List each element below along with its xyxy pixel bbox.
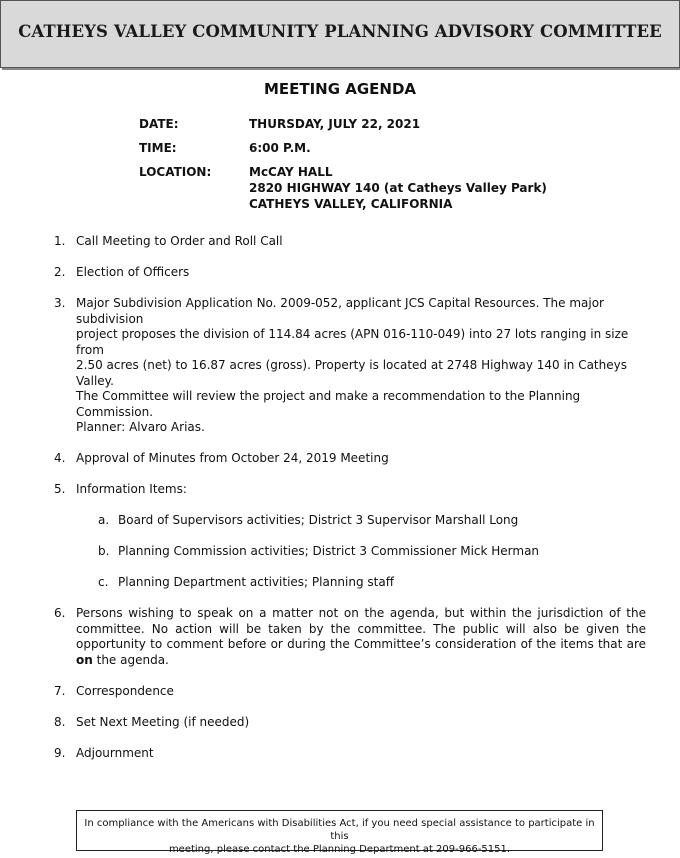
agenda-item	[54, 715, 646, 731]
time-value: 6:00 P.M.	[249, 141, 311, 155]
sub-item-text: Board of Supervisors activities; District 3 Supervisor Marshall Long	[118, 513, 519, 527]
agenda-item	[54, 684, 646, 700]
item-line: The Committee will review the project and make a recommendation to the Planning Commission.	[76, 389, 581, 419]
agenda-item	[54, 265, 646, 281]
item-emphasis: on	[76, 652, 93, 667]
item-text	[76, 296, 646, 436]
location-line: McCAY HALL	[249, 165, 333, 179]
sub-item-letter: a.	[98, 513, 110, 527]
agenda-item	[54, 296, 646, 436]
date-value: THURSDAY, JULY 22, 2021	[249, 117, 421, 131]
item-number: 1.	[54, 234, 66, 248]
agenda-item	[54, 606, 646, 668]
date-label: DATE:	[139, 117, 179, 131]
item-text: Election of Officers	[76, 265, 190, 279]
location-value	[249, 164, 547, 212]
location-row	[139, 164, 547, 212]
ada-notice-line: meeting, please contact the Planning Department at 209-966-5151.	[168, 844, 511, 855]
item-text	[76, 606, 646, 668]
item-number: 3.	[54, 296, 66, 310]
sub-item	[98, 575, 646, 591]
information-subitems	[98, 513, 646, 591]
time-row	[139, 140, 547, 156]
item-line: Major Subdivision Application No. 2009-052, applicant JCS Capital Resources. The major subdivision	[76, 296, 604, 326]
agenda-item	[54, 482, 646, 498]
agenda-item	[54, 451, 646, 467]
item-number: 5.	[54, 482, 66, 496]
item-text-part: Persons wishing to speak on a matter not on the agenda, but within the jurisdiction of the committee. No action will be taken by the committee. The public will also be given the opportunity to comment before or during the Committee’s consideration of the items that are	[76, 606, 646, 651]
item-number: 7.	[54, 683, 66, 698]
item-line: project proposes the division of 114.84 acres (APN 016-110-049) into 27 lots ranging in size from	[76, 327, 629, 357]
sub-item	[98, 513, 646, 529]
sub-item-letter: c.	[98, 575, 109, 589]
item-line: 2.50 acres (net) to 16.87 acres (gross). Property is located at 2748 Highway 140 in Catheys Valley.	[76, 358, 627, 388]
location-line: CATHEYS VALLEY, CALIFORNIA	[249, 197, 453, 211]
date-row	[139, 116, 547, 132]
agenda-title: MEETING AGENDA	[263, 80, 417, 98]
item-text-part: the agenda.	[92, 652, 169, 667]
ada-notice	[76, 810, 603, 855]
item-text: Call Meeting to Order and Roll Call	[76, 234, 283, 248]
time-label: TIME:	[139, 141, 177, 155]
item-text: Approval of Minutes from October 24, 2019 Meeting	[76, 451, 389, 465]
sub-item-letter: b.	[98, 544, 110, 558]
item-number: 4.	[54, 451, 66, 465]
item-number: 6.	[54, 606, 66, 620]
header-banner	[0, 0, 680, 68]
sub-item-text: Planning Department activities; Planning staff	[118, 575, 394, 589]
location-label: LOCATION:	[139, 165, 212, 179]
item-text: Correspondence	[76, 683, 174, 698]
agenda-item	[54, 746, 646, 762]
location-line: 2820 HIGHWAY 140 (at Catheys Valley Park)	[249, 181, 547, 195]
sub-item-text: Planning Commission activities; District 3 Commissioner Mick Herman	[118, 544, 540, 558]
committee-title: CATHEYS VALLEY COMMUNITY PLANNING ADVISORY COMMITTEE	[18, 21, 662, 41]
item-number: 2.	[54, 265, 66, 279]
agenda-item	[54, 234, 646, 250]
item-text: Set Next Meeting (if needed)	[76, 714, 250, 729]
item-number: 8.	[54, 714, 66, 729]
sub-item	[98, 544, 646, 560]
item-text: Information Items:	[76, 482, 187, 496]
item-text: Adjournment	[76, 745, 154, 760]
item-number: 9.	[54, 745, 66, 760]
meeting-info	[139, 116, 547, 220]
ada-notice-line: In compliance with the Americans with Disabilities Act, if you need special assistance to participate in this	[84, 818, 595, 842]
agenda-items	[54, 234, 646, 777]
item-line: Planner: Alvaro Arias.	[76, 420, 205, 434]
